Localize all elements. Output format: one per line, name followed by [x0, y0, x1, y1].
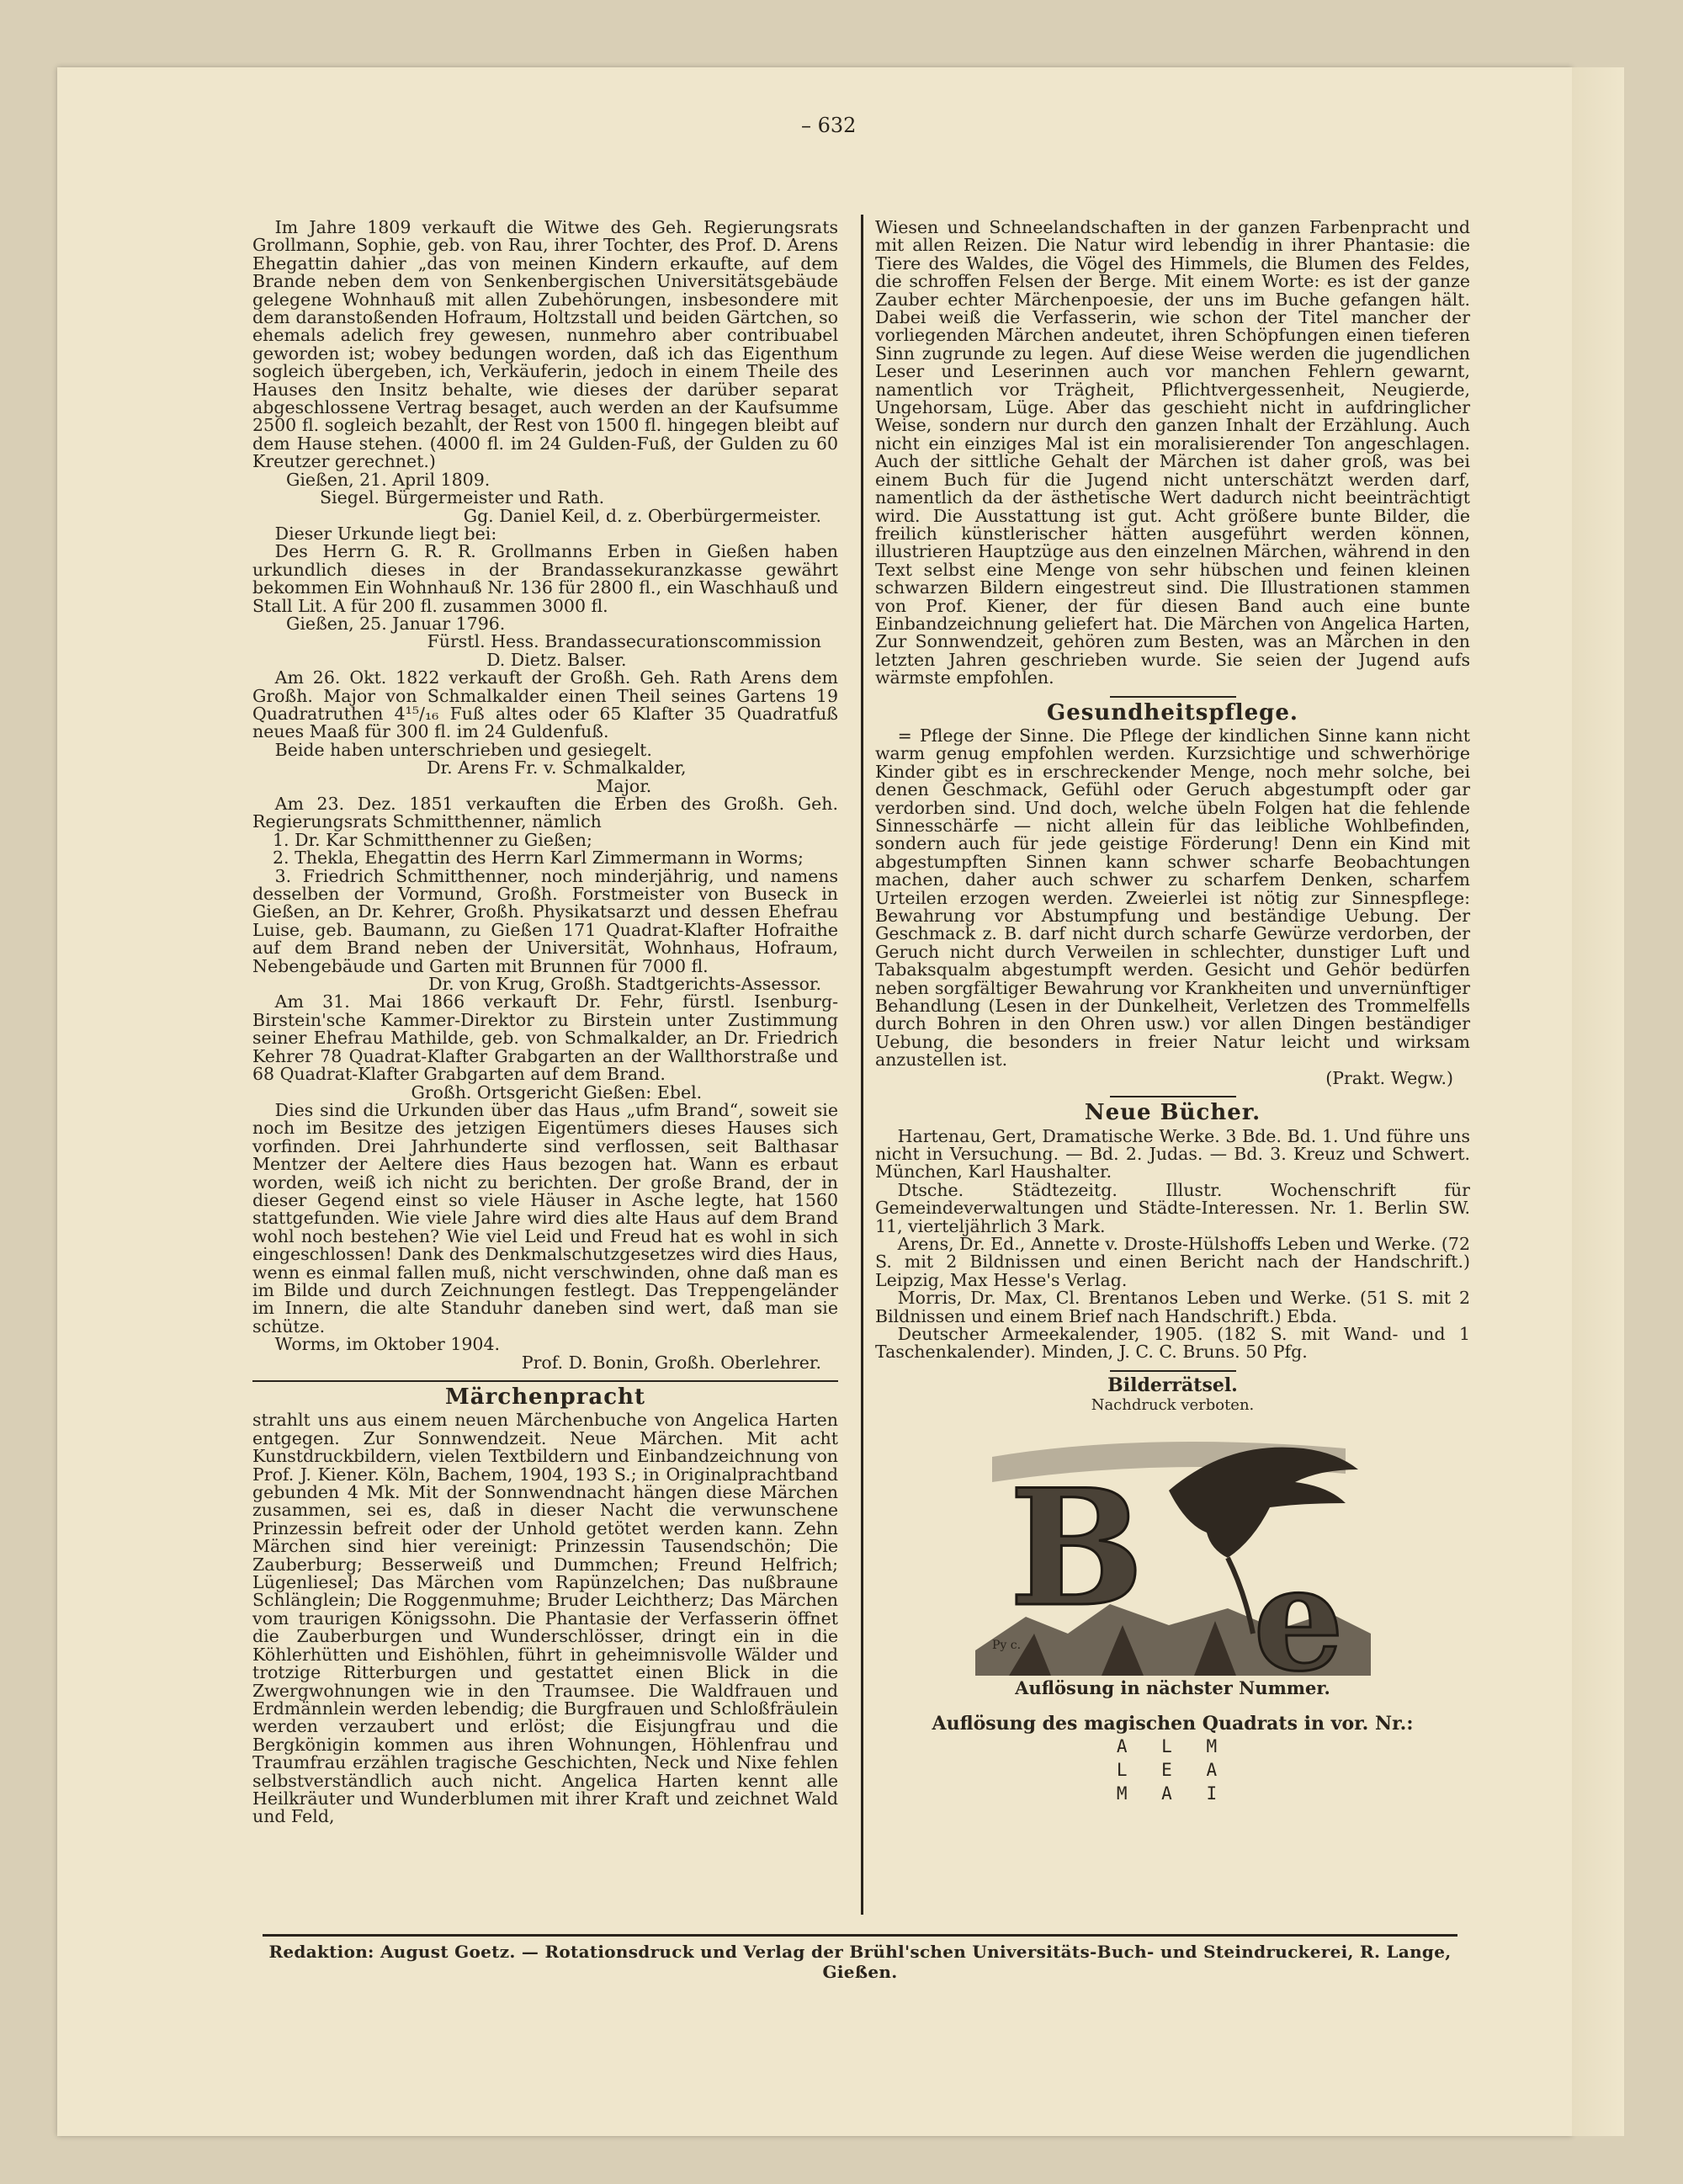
section-rule: [1110, 1370, 1236, 1372]
magic-square-row: M A I: [1116, 1783, 1229, 1804]
review-text-continued: Wiesen und Schneelandschaften in der ganzen Farbenpracht und mit allen Reizen. Die Natur wird lebendig in ihrer Phantasie: die Tiere des Waldes, die Vögel des Himmels, die Blumen des Feldes, die schroffen Felsen der Berge. Mit einem Worte: es ist der ganze Zauber echter Märchenpoesie, der uns im Buche gefangen hält. Dabei weiß die Verfasserin, wie schon der Titel mancher der vorliegenden Märchen andeutet, ihren Schöpfungen einen tieferen Sinn zugrunde zu legen. Auf diese Weise werden die jugendlichen Leser und Leserinnen auch vor manchen Fehlern gewarnt, namentlich vor Trägheit, Pflichtvergessenheit, Neugierde, Ungehorsam, Lüge. Aber das geschieht nicht in aufdringlicher Weise, sondern nur durch den ganzen Inhalt der Erzählung. Auch nicht ein einziges Mal ist ein moralisierender Ton angeschlagen. Auch der sittliche Gehalt der Märchen ist daher groß, was bei einem Buch für die Jugend nicht unterschätzt werden darf, namentlich da der ästhetische Wert dadurch nicht beeinträchtigt wird. Die Ausstattung ist gut. Acht größere bunte Bilder, die freilich künstlerischer hätten ausgeführt werden können, illustrieren Hauptzüge aus den einzelnen Märchen, während in den Text selbst eine Menge von sehr hübschen und feinen kleinen schwarzen Bildern eingestreut sind. Die Illustrationen stammen von Prof. Kiener, der für diesen Band auch eine bunte Einbandzeichnung geliefert hat. Die Märchen von Angelica Harten, Zur Sonnwendzeit, gehören zum Besten, was an Märchen in den letzten Jahren geschrieben wurde. Sie seien der Jugend aufs wärmste empfohlen.: [875, 217, 1470, 688]
puzzle-letter-b: B: [1008, 1453, 1144, 1642]
column-divider: [861, 215, 863, 1915]
paragraph: Dieser Urkunde liegt bei:: [274, 523, 497, 544]
left-column: [252, 219, 838, 1826]
picture-puzzle: [975, 1423, 1371, 1676]
signature-line: Dr. von Krug, Großh. Stadtgerichts-Assessor.: [428, 974, 821, 995]
heading-bilderraetsel: Bilderrätsel.: [1107, 1374, 1238, 1396]
artist-signature: Py c.: [991, 1638, 1021, 1652]
heading-maerchenpracht: Märchenpracht: [445, 1384, 645, 1410]
magic-square-row: L E A: [1116, 1760, 1229, 1781]
signature-line: Gießen, 25. Januar 1796.: [286, 613, 506, 634]
magic-square-heading: Auflösung des magischen Quadrats in vor. Nr.:: [932, 1713, 1414, 1735]
dateline: Worms, im Oktober 1904.: [274, 1334, 501, 1355]
signature-line: D. Dietz. Balser.: [486, 649, 627, 670]
solution-notice: Auflösung in nächster Nummer.: [1015, 1677, 1330, 1698]
puzzle-letter-e: e: [1252, 1534, 1344, 1676]
section-rule: [1110, 696, 1236, 698]
paragraph: Dies sind die Urkunden über das Haus „ufm Brand“, soweit sie noch im Besitze des jetzigen Eigentümers dieses Hauses sich vorfinden. Drei Jahrhunderte sind verflossen, seit Balthasar Mentzer der Aeltere dies Haus bezogen hat. Wann es erbaut worden, weiß ich nicht zu berichten. Der große Brand, der in dieser Gegend einst so viele Häuser in Asche legte, hat 1560 stattgefunden. Wie viele Jahre wird dies alte Haus auf dem Brand wohl noch bestehen? Wie viel Leid und Freud hat es wohl in sich eingeschlossen! Dank des Denkmalschutzgesetzes wird dies Haus, wenn es einmal fallen muß, nicht verschwinden, ohne daß man es im Bilde und durch Zeichnungen festlegt. Das Treppengeländer im Innern, die alte Standuhr daneben sind wert, daß man sie schütze.: [252, 1099, 838, 1336]
paragraph: Beide haben unterschrieben und gesiegelt.: [274, 739, 652, 760]
page-number: – 632: [801, 114, 857, 137]
health-text: = Pflege der Sinne. Die Pflege der kindlichen Sinne kann nicht warm genug empfohlen werden. Kurzsichtige und schwerhörige Kinder gibt es in erschreckender Menge, noch mehr solche, bei denen Geschmack, Gefühl oder Geruch abgestumpft oder gar verdorben sind. Und doch, welche übeln Folgen hat die fehlende Sinnesschärfe — nicht allein für das leibliche Wohlbefinden, sondern auch für jede geistige Förderung! Denn ein Kind mit abgestumpften Sinnen kann schwer scharfe Beobachtungen machen, daher auch schwer zu scharfem Denken, scharfem Urteilen erzogen werden. Zweierlei ist nötig zur Sinnespflege: Bewahrung vor Abstumpfung und beständige Uebung. Der Geschmack z. B. darf nicht durch scharfe Gewürze verdorben, der Geruch nicht durch Verweilen in schlechter, dunstiger Luft und Tabaksqualm abgestumpft werden. Gesicht und Gehör bedürfen neben sorgfältiger Bewahrung vor Krankheiten und unvernünftiger Behandlung (Lesen in der Dunkelheit, Verletzen des Trommelfells durch Bohren in den Ohren usw.) vor allen Dingen beständiger Uebung, die besonders in freier Natur leicht und wirksam anzustellen ist.: [875, 725, 1470, 1071]
signature-line: Fürstl. Hess. Brandassecurationscommission: [427, 631, 821, 652]
section-rule: [1110, 1096, 1236, 1097]
signature-line: Major.: [596, 775, 652, 796]
heading-neue-buecher: Neue Bücher.: [1084, 1100, 1261, 1126]
book-entry: Hartenau, Gert, Dramatische Werke. 3 Bde. Bd. 1. Und führe uns nicht in Versuchung. — Bd. 2. Judas. — Bd. 3. Kreuz und Schwert. München, Karl Haushalter.: [875, 1125, 1470, 1182]
signature-line: Großh. Ortsgericht Gießen: Ebel.: [411, 1081, 703, 1103]
signature-line: Dr. Arens Fr. v. Schmalkalder,: [427, 757, 687, 778]
signature-line: Gg. Daniel Keil, d. z. Oberbürgermeister.: [463, 505, 821, 526]
imprint-footer: Redaktion: August Goetz. — Rotationsdruck und Verlag der Brühl'schen Universitäts-Buch- und Steindruckerei, R. Lange, Gießen.: [263, 1934, 1457, 1982]
paragraph: Am 31. Mai 1866 verkauft Dr. Fehr, fürstl. Isenburg-Birstein'sche Kammer-Direktor zu Birstein unter Zustimmung seiner Ehefrau Mathilde, geb. von Schmalkalder, an Dr. Friedrich Kehrer 78 Quadrat-Klafter Grabgarten an der Wallthorstraße und 68 Quadrat-Klafter Grabgarten auf dem Brand.: [252, 991, 838, 1085]
paragraph: Am 26. Okt. 1822 verkauft der Großh. Geh. Rath Arens dem Großh. Major von Schmalkalder einen Theil seines Gartens 19 Quadratruthen 4¹⁵/₁₆ Fuß altes oder 65 Klafter 35 Quadratfuß neues Maaß für 300 fl. im 24 Guldenfuß.: [252, 667, 838, 742]
reprint-notice: Nachdruck verboten.: [1091, 1396, 1255, 1415]
paragraph: Am 23. Dez. 1851 verkauften die Erben des Großh. Geh. Regierungsrats Schmitthenner, nämlich: [252, 794, 838, 832]
paragraph: Des Herrn G. R. R. Grollmanns Erben in Gießen haben urkundlich dieses in der Brandassekuranzkasse gewährt bekommen Ein Wohnhauß Nr. 136 für 2800 fl., ein Waschhauß und Stall Lit. A für 200 fl. zusammen 3000 fl.: [252, 541, 838, 616]
signature-line: Gießen, 21. April 1809.: [286, 469, 491, 490]
review-text: strahlt uns aus einem neuen Märchenbuche von Angelica Harten entgegen. Zur Sonnwendzeit. Neue Märchen. Mit acht Kunstdruckbildern, vielen Textbildern und Einbandzeichnung von Prof. J. Kiener. Köln, Bachem, 1904, 193 S.; in Originalprachtband gebunden 4 Mk. Mit der Sonnwendnacht hängen diese Märchen zusammen, sei es, daß in dieser Nacht die verwunschene Prinzessin befreit oder der Unhold getötet werden kann. Zehn Märchen sind hier vereinigt: Prinzessin Tausendschön; Die Zauberburg; Besserweiß und Dummchen; Freund Helfrich; Lügenliesel; Das Märchen vom Rapünzelchen; Das nußbraune Schlänglein; Die Roggenmuhme; Bruder Leichtherz; Das Märchen vom traurigen Königssohn. Die Phantasie der Verfasserin öffnet die Zauberburgen und Wunderschlösser, dringt ein in die Köhlerhütten und Eishöhlen, führt in geheimnisvolle Wälder und trotzige Ritterburgen und gestattet einen Blick in die Zwergwohnungen wie in den Traumsee. Die Waldfrauen und Erdmännlein werden lebendig; die Burgfrauen und Schloßfräulein werden verzaubert und erlöst; die Eisjungfrau und die Bergkönigin kommen aus ihren Wohnungen, Höhlenfrau und Traumfrau erzählen tragische Geschichten, Neck und Nixe fehlen selbstverständlich auch nicht. Angelica Harten kennt alle Heilkräuter und Wunderblumen mit ihrer Kraft und zeichnet Wald und Feld,: [252, 1410, 838, 1827]
section-rule: [252, 1380, 838, 1382]
list-item: 2. Thekla, Ehegattin des Herrn Karl Zimmermann in Worms;: [273, 848, 804, 869]
book-entry: Arens, Dr. Ed., Annette v. Droste-Hülshoffs Leben und Werke. (72 S. mit 2 Bildnissen und einen Bericht nach der Handschrift.) Leipzig, Max Hesse's Verlag.: [875, 1233, 1470, 1290]
heading-gesundheitspflege: Gesundheitspflege.: [1047, 699, 1298, 725]
author-line: Prof. D. Bonin, Großh. Oberlehrer.: [521, 1352, 821, 1373]
signature-line: Siegel. Bürgermeister und Rath.: [320, 487, 605, 508]
list-item: 3. Friedrich Schmitthenner, noch minderjährig, und namens desselben der Vormund, Großh. Forstmeister von Buseck in Gießen, an Dr. Kehrer, Großh. Physikatsarzt und dessen Ehefrau Luise, geb. Baumann, zu Gießen 171 Quadrat-Klafter Hofraithe auf dem Brand neben der Universität, Wohnhaus, Hofraum, Nebengebäude und Garten mit Brunnen für 7000 fl.: [252, 865, 838, 976]
right-column: [875, 219, 1470, 1804]
list-item: 1. Dr. Kar Schmitthenner zu Gießen;: [273, 829, 592, 850]
book-entry: Dtsche. Städtezeitg. Illustr. Wochenschrift für Gemeindeverwaltungen und Städte-Interessen. Nr. 1. Berlin SW. 11, vierteljährlich 3 Mark.: [875, 1179, 1470, 1236]
book-entry: Morris, Dr. Max, Cl. Brentanos Leben und Werke. (51 S. mit 2 Bildnissen und einem Brief nach Handschrift.) Ebda.: [875, 1288, 1470, 1326]
magic-square-row: A L M: [1116, 1736, 1229, 1757]
document-paragraph: Im Jahre 1809 verkauft die Witwe des Geh. Regierungsrats Grollmann, Sophie, geb. von Rau, ihrer Tochter, des Prof. D. Arens Ehegattin dahier „das von meinen Kindern erkaufte, auf dem Brande neben dem von Senkenbergischen Universitätsgebäude gelegene Wohnhauß mit allen Zubehörungen, insbesondere mit dem daranstoßenden Hofraum, Holtzstall und beiden Gärtchen, so ehemals adelich frey gewesen, nunmehro aber contribuabel geworden ist; wobey bedungen worden, daß ich das Eigenthum sogleich übergeben, ich, Verkäuferin, jedoch in einem Theile des Hauses den Insitz behalte, wie dieses der darüber separat abgeschlossene Vertrag besaget, auch werden an der Kaufsumme 2500 fl. sogleich bezahlt, der Rest von 1500 fl. hingegen bleibt auf dem Hause stehen. (4000 fl. im 24 Gulden-Fuß, der Gulden zu 60 Kreutzer gerechnet.): [252, 217, 838, 472]
book-entry: Deutscher Armeekalender, 1905. (182 S. mit Wand- und 1 Taschenkalender). Minden, J. C. C. Bruns. 50 Pfg.: [875, 1323, 1470, 1363]
source-note: (Prakt. Wegw.): [1325, 1067, 1453, 1088]
